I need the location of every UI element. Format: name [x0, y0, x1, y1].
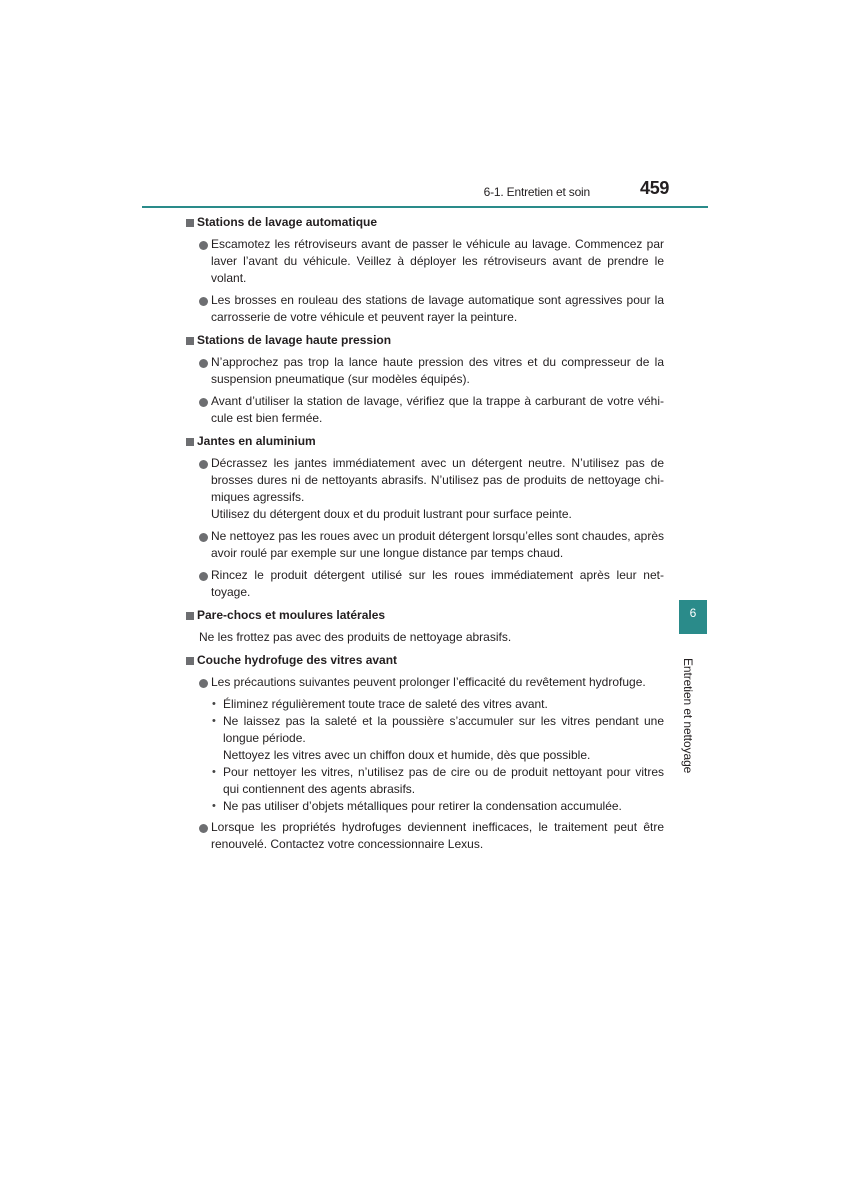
sub-item-text: Pour nettoyer les vitres, n’utilisez pas de cire ou de produit nettoyant pour vitres qui contiennent des agents abrasifs.	[223, 765, 664, 796]
section-bumpers	[186, 607, 664, 646]
list-item	[186, 393, 664, 427]
chapter-side-label: Entretien et nettoyage	[681, 658, 695, 774]
bullet-icon	[199, 533, 208, 542]
section-heading	[186, 607, 664, 624]
bullet-icon	[199, 679, 208, 688]
section-automatic-wash	[186, 214, 664, 326]
sub-item-text: Ne pas utiliser d’objets métalliques pour retirer la condensation accumulée.	[223, 799, 622, 813]
sub-list	[186, 696, 664, 815]
sub-list-item	[211, 696, 664, 713]
list-item-text: Rincez le produit détergent utilisé sur les roues immédiatement après leur net-toyage.	[211, 568, 664, 599]
middle-dot-icon: •	[212, 715, 216, 727]
list-item-text: Décrassez les jantes immédiatement avec un détergent neutre. N’utilisez pas de brosses dures ni de nettoyants abrasifs. N’utilisez pas de produits de nettoyage chi-miques agressifs.	[211, 456, 664, 504]
section-text: Ne les frottez pas avec des produits de nettoyage abrasifs.	[199, 630, 512, 644]
section-heading	[186, 652, 664, 669]
bullet-icon	[199, 241, 208, 250]
section-heading	[186, 214, 664, 231]
section-heading	[186, 332, 664, 349]
section-heading	[186, 433, 664, 450]
section-title: Couche hydrofuge des vitres avant	[197, 653, 398, 667]
section-aluminium-wheels	[186, 433, 664, 601]
sub-list-item	[211, 798, 664, 815]
section-title: Stations de lavage haute pression	[197, 333, 392, 347]
page-content	[186, 214, 664, 859]
square-icon	[186, 219, 194, 227]
list-item	[186, 292, 664, 326]
middle-dot-icon: •	[212, 766, 216, 778]
square-icon	[186, 657, 194, 665]
list-item	[186, 455, 664, 523]
page-number: 459	[640, 178, 670, 198]
square-icon	[186, 337, 194, 345]
list-item-text: Ne nettoyez pas les roues avec un produit détergent lorsqu’elles sont chaudes, après avoir roulé par exemple sur une longue distance par temps chaud.	[211, 529, 664, 560]
list-item	[186, 354, 664, 388]
list-item	[186, 567, 664, 601]
list-item-text: Lorsque les propriétés hydrofuges deviennent inefficaces, le traitement peut être renouvelé. Contactez votre concessionnaire Lexus.	[211, 820, 664, 851]
bullet-icon	[199, 824, 208, 833]
bullet-icon	[199, 297, 208, 306]
square-icon	[186, 612, 194, 620]
list-item-text: N’approchez pas trop la lance haute pression des vitres et du compresseur de la suspension pneumatique (sur modèles équipés).	[211, 355, 664, 386]
section-title: Jantes en aluminium	[197, 434, 316, 448]
list-item	[186, 236, 664, 287]
square-icon	[186, 438, 194, 446]
list-item-text: Escamotez les rétroviseurs avant de passer le véhicule au lavage. Commencez par laver l’avant du véhicule. Veillez à déployer les rétroviseurs avant de prendre le volant.	[211, 237, 664, 285]
bullet-icon	[199, 572, 208, 581]
sub-list-item	[211, 764, 664, 798]
header-rule	[142, 206, 708, 208]
section-title: Stations de lavage automatique	[197, 215, 378, 229]
list-item	[186, 674, 664, 691]
list-item	[186, 528, 664, 562]
list-item	[186, 819, 664, 853]
section-high-pressure-wash	[186, 332, 664, 427]
list-item-extra: Utilisez du détergent doux et du produit lustrant pour surface peinte.	[211, 507, 572, 521]
sub-item-text: Ne laissez pas la saleté et la poussière s’accumuler sur les vitres pendant une longue période.	[223, 714, 664, 745]
list-item-text: Avant d’utiliser la station de lavage, vérifiez que la trappe à carburant de votre véhi-cule est bien fermée.	[211, 394, 664, 425]
chapter-tab: 6	[679, 600, 707, 634]
middle-dot-icon: •	[212, 800, 216, 812]
bullet-icon	[199, 398, 208, 407]
section-water-repellent	[186, 652, 664, 853]
middle-dot-icon: •	[212, 698, 216, 710]
bullet-icon	[199, 359, 208, 368]
list-item-text: Les précautions suivantes peuvent prolonger l’efficacité du revêtement hydrofuge.	[211, 675, 646, 689]
section-title: Pare-chocs et moulures latérales	[197, 608, 386, 622]
list-item-text: Les brosses en rouleau des stations de lavage automatique sont agressives pour la carrosserie de votre véhicule et peuvent rayer la peinture.	[211, 293, 664, 324]
sub-item-extra: Nettoyez les vitres avec un chiffon doux et humide, dès que possible.	[223, 748, 591, 762]
bullet-icon	[199, 460, 208, 469]
sub-item-text: Éliminez régulièrement toute trace de saleté des vitres avant.	[223, 697, 548, 711]
sub-list-item	[211, 713, 664, 764]
header-section-title: 6-1. Entretien et soin	[483, 185, 590, 199]
